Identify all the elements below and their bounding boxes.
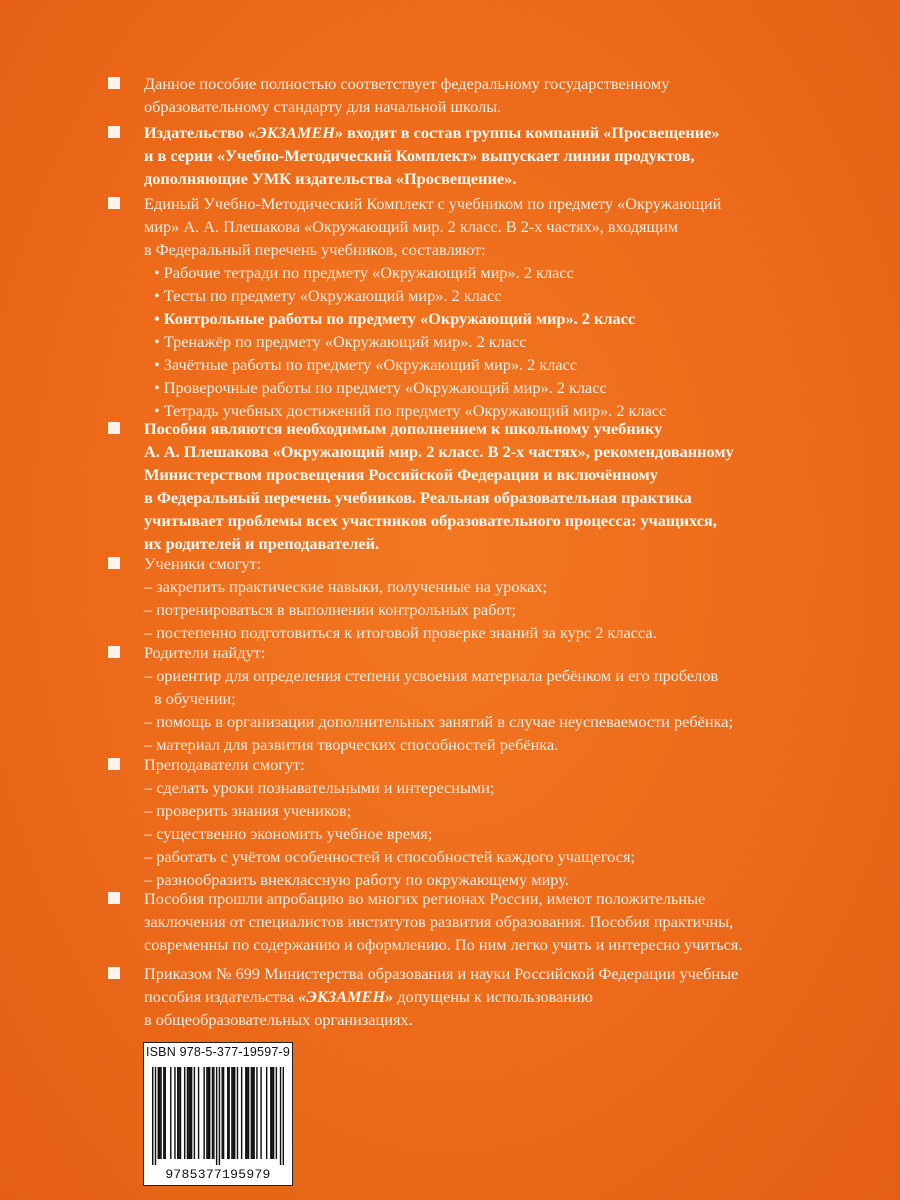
order-line: Приказом № 699 Министерства образования и науки Российской Федерации учебные: [144, 964, 739, 983]
barcode-bar: [241, 1067, 242, 1159]
barcode-bar: [233, 1067, 234, 1159]
barcode-bar: [246, 1067, 247, 1159]
umk-item: • Тетрадь учебных достижений по предмету «Окружающий мир». 2 класс: [154, 401, 667, 420]
barcode-bar: [178, 1067, 179, 1159]
supplement-line: Пособия являются необходимым дополнением к школьному учебнику: [144, 419, 663, 438]
isbn-label: ISBN 978-5-377-19597-9: [145, 1045, 291, 1059]
barcode-bar: [237, 1067, 238, 1159]
teachers-item: – сделать уроки познавательными и интересными;: [144, 778, 495, 797]
students-item: – закрепить практические навыки, полученные на уроках;: [144, 577, 548, 596]
supplement-line: их родителей и преподавателей.: [144, 534, 380, 553]
order-line: пособия издательства «ЭКЗАМЕН» допущены к использованию: [144, 987, 593, 1006]
barcode-bar: [155, 1067, 156, 1165]
umk-item: • Проверочные работы по предмету «Окружающий мир». 2 класс: [154, 378, 607, 397]
parents-item: – помощь в организации дополнительных занятий в случае неуспеваемости ребёнка;: [144, 712, 734, 731]
barcode-bar: [160, 1067, 161, 1159]
publisher-brand: «ЭКЗАМЕН»: [247, 123, 344, 142]
barcode-bar: [248, 1067, 249, 1159]
publisher-line: дополняющие УМК издательства «Просвещение».: [144, 169, 517, 188]
barcode-bar: [203, 1067, 204, 1159]
order-line: в общеобразовательных организациях.: [144, 1010, 413, 1029]
approbation-line: современны по содержанию и оформлению. По ним легко учить и интересно учиться.: [144, 935, 743, 954]
barcode-bar: [245, 1067, 246, 1159]
publisher-block: [108, 121, 888, 190]
umk-intro-line: Единый Учебно-Методический Комплект с учебником по предмету «Окружающий: [144, 194, 722, 213]
barcode-bar: [191, 1067, 192, 1159]
approbation-block: [108, 887, 888, 956]
barcode-bar: [219, 1067, 220, 1165]
approbation-line: Пособия прошли апробацию во многих регионах России, имеют положительные: [144, 889, 706, 908]
supplement-line: Министерством просвещения Российской Федерации и включённому: [144, 465, 658, 484]
students-block: [108, 552, 888, 644]
parents-item: – ориентир для определения степени усвоения материала ребёнком и его пробелов: [144, 666, 719, 685]
parents-block: [108, 641, 888, 756]
barcode-bar: [216, 1067, 217, 1165]
standard-line: образовательному стандарту для начальной школы.: [144, 97, 502, 116]
barcode-bar: [256, 1067, 257, 1159]
barcode-bar: [159, 1067, 160, 1159]
barcode-bar: [223, 1067, 224, 1159]
umk-item: • Тесты по предмету «Окружающий мир». 2 класс: [154, 286, 502, 305]
barcode-bar: [227, 1067, 228, 1159]
barcode-bar: [266, 1067, 267, 1159]
supplement-block: [108, 417, 888, 555]
barcode-bar: [188, 1067, 189, 1159]
barcode-bar: [163, 1067, 164, 1159]
barcode-bar: [209, 1067, 210, 1159]
supplement-line: А. А. Плешакова «Окружающий мир. 2 класс. В 2-х частях», рекомендованному: [144, 442, 734, 461]
barcode-bar: [276, 1067, 277, 1159]
barcode-bar: [187, 1067, 188, 1159]
barcode-bar: [231, 1067, 232, 1159]
students-heading: Ученики смогут:: [144, 554, 262, 573]
barcode-bar: [165, 1067, 166, 1159]
order-block: [108, 962, 888, 1031]
barcode-bar: [221, 1067, 222, 1159]
barcode-bar: [228, 1067, 229, 1159]
teachers-item: – проверить знания учеников;: [144, 801, 352, 820]
square-bullet-icon: [108, 557, 120, 569]
umk-item: • Рабочие тетради по предмету «Окружающий мир». 2 класс: [154, 263, 574, 282]
square-bullet-icon: [108, 646, 120, 658]
barcode-bar: [253, 1067, 254, 1159]
square-bullet-icon: [108, 197, 120, 209]
barcode-bar: [174, 1067, 175, 1159]
standard-block: [108, 72, 888, 118]
barcode-bar: [252, 1067, 253, 1159]
barcode-bar: [271, 1067, 272, 1159]
isbn-barcode-box: [143, 1042, 293, 1186]
standard-line: Данное пособие полностью соответствует федеральному государственному: [144, 74, 670, 93]
supplement-line: в Федеральный перечень учебников. Реальная образовательная практика: [144, 488, 692, 507]
umk-item: • Зачётные работы по предмету «Окружающий мир». 2 класс: [154, 355, 578, 374]
teachers-item: – работать с учётом особенностей и способностей каждого учащегося;: [144, 847, 635, 866]
teachers-item: – разнообразить внеклассную работу по окружающему миру.: [144, 870, 569, 889]
parents-item-continuation: в обучении;: [154, 689, 236, 708]
barcode-bar: [280, 1067, 281, 1165]
barcode-bar: [198, 1067, 199, 1159]
publisher-line: и в серии «Учебно-Методический Комплект» выпускает линии продуктов,: [144, 146, 695, 165]
barcode-bar: [208, 1067, 209, 1159]
barcode-bar: [184, 1067, 185, 1159]
barcode-bar: [180, 1067, 181, 1159]
barcode-bar: [283, 1067, 284, 1165]
square-bullet-icon: [108, 77, 120, 89]
barcode-bar: [273, 1067, 274, 1159]
barcode-bar: [212, 1067, 213, 1159]
teachers-heading: Преподаватели смогут:: [144, 755, 305, 774]
barcode-bar: [194, 1067, 195, 1159]
barcode-bar: [270, 1067, 271, 1159]
umk-intro-line: мир» А. А. Плешакова «Окружающий мир. 2 класс. В 2-х частях», входящим: [144, 217, 679, 236]
approbation-line: заключения от специалистов институтов развития образования. Пособия практичны,: [144, 912, 734, 931]
barcode-bar: [190, 1067, 191, 1159]
barcode-bar: [177, 1067, 178, 1159]
barcode-bar: [158, 1067, 159, 1159]
umk-block: [108, 192, 888, 422]
barcode-bar: [251, 1067, 252, 1159]
barcode-bar: [206, 1067, 207, 1159]
barcode-bar: [260, 1067, 261, 1159]
students-item: – потренироваться в выполнении контрольных работ;: [144, 600, 517, 619]
barcode-bar: [213, 1067, 214, 1159]
square-bullet-icon: [108, 758, 120, 770]
barcode-bar: [170, 1067, 171, 1159]
teachers-block: [108, 753, 888, 891]
square-bullet-icon: [108, 967, 120, 979]
barcode-bar: [152, 1067, 153, 1165]
barcode-icon: [152, 1067, 284, 1165]
supplement-line: учитывает проблемы всех участников образовательного процесса: учащихся,: [144, 511, 717, 530]
publisher-line: Издательство «ЭКЗАМЕН» входит в состав группы компаний «Просвещение»: [144, 123, 720, 142]
barcode-bar: [234, 1067, 235, 1159]
parents-heading: Родители найдут:: [144, 643, 266, 662]
students-item: – постепенно подготовиться к итоговой проверке знаний за курс 2 класса.: [144, 623, 657, 642]
square-bullet-icon: [108, 126, 120, 138]
umk-item: • Тренажёр по предмету «Окружающий мир». 2 класс: [154, 332, 527, 351]
isbn-digits: 9785377195979: [165, 1167, 271, 1182]
umk-item-current: • Контрольные работы по предмету «Окружающий мир». 2 класс: [154, 309, 636, 328]
teachers-item: – существенно экономить учебное время;: [144, 824, 433, 843]
umk-intro-line: в Федеральный перечень учебников, составляют:: [144, 240, 486, 259]
square-bullet-icon: [108, 422, 120, 434]
parents-item: – материал для развития творческих способностей ребёнка.: [144, 735, 559, 754]
square-bullet-icon: [108, 892, 120, 904]
order-brand: «ЭКЗАМЕН»: [298, 987, 394, 1006]
